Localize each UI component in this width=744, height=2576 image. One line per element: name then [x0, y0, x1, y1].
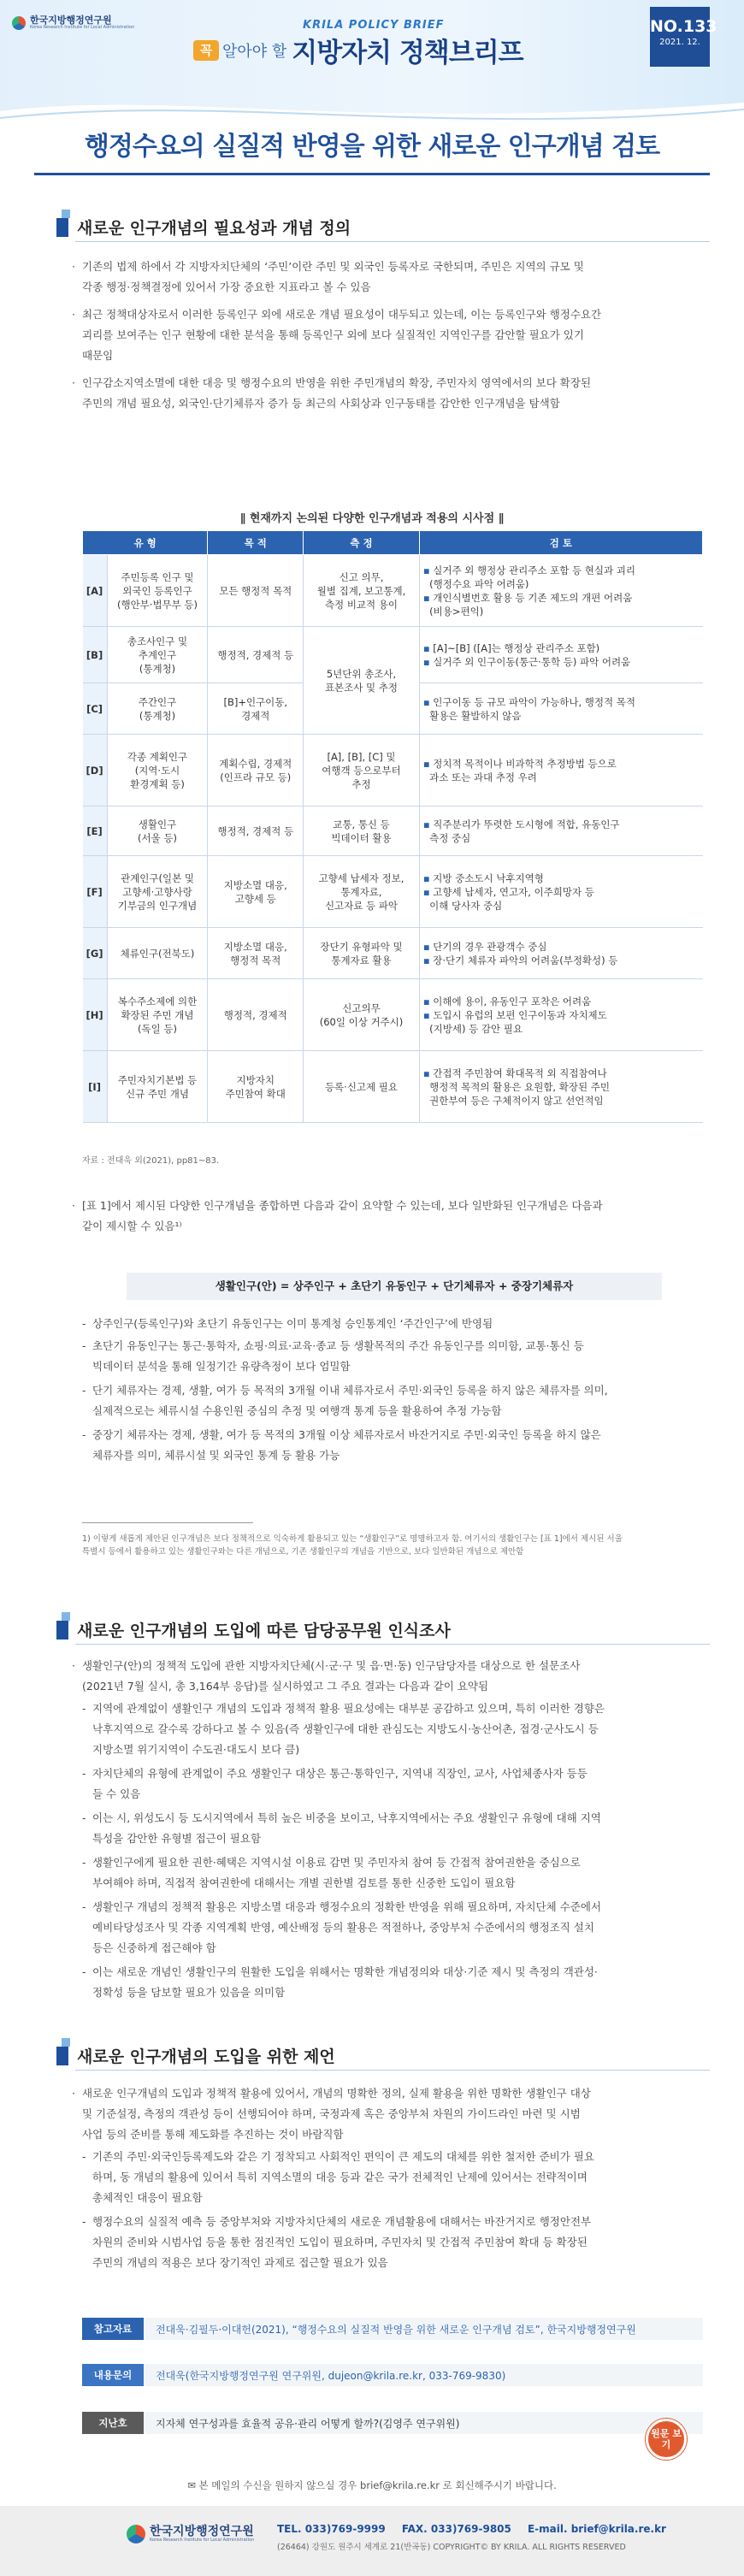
cell-type: 각종 계획인구 (지역·도시 환경계획 등) — [107, 735, 208, 806]
table-row — [83, 979, 703, 1051]
cell-review: ▪ 인구이동 등 규모 파악이 가능하나, 행정적 목적 활용은 활발하지 않음 — [419, 683, 702, 735]
contact-link[interactable]: 전대욱(한국지방행정연구원 연구위원, dujeon@krila.re.kr, 033-769-9830) — [156, 2369, 506, 2382]
header — [0, 0, 744, 137]
cell-review: ▪ 직주분리가 뚜렷한 도시형에 적합, 유동인구 측정 중심 — [419, 806, 702, 856]
table-row — [83, 856, 703, 928]
list-item: - 상주인구(등록인구)와 초단기 유동인구는 이미 통계청 승인통계인 ‘주간인구’에 반영됨 — [82, 1317, 493, 1330]
footnote-divider — [82, 1522, 253, 1523]
list-item: - 단기 체류자는 경제, 생활, 여가 등 목적의 3개월 이내 체류자로서 주민·외국인 등록을 하지 않은 체류자를 의미, 실제적으로는 체류시설 수용인원 중심의 추정 및 여행객 통계 등을 활용하여 추정 가능함 — [82, 1384, 608, 1417]
cell-purpose: [B]+인구이동, 경제적 — [208, 683, 304, 735]
cell-purpose: 모든 행정적 목적 — [208, 555, 304, 627]
header-org-name: 한국지방행정연구원 — [30, 15, 112, 26]
cell-measure: 5년단위 총조사, 표본조사 및 추정 — [304, 627, 420, 735]
row-id: [I] — [83, 1051, 108, 1123]
section-marker-icon — [56, 1621, 68, 1640]
row-id: [B] — [83, 627, 108, 683]
cell-review: ▪ 이해에 용이, 유동인구 포착은 어려움 ▪ 도입시 유럽의 보편 인구이동과 자치제도 (지방세) 등 감안 필요 — [419, 979, 702, 1051]
cell-type: 체류인구(전북도) — [107, 928, 208, 979]
row-id: [C] — [83, 683, 108, 735]
cell-type: 주민자치기본법 등 신규 주민 개념 — [107, 1051, 208, 1123]
cell-type: 관계인구(일본 및 고향세·고향사랑 기부금의 인구개념 — [107, 856, 208, 928]
previous-issue-row[interactable] — [82, 2412, 703, 2434]
paragraph: · 최근 정책대상자로서 이러한 등록인구 외에 새로운 개념 필요성이 대두되고 있는데, 이는 등록인구와 행정수요간 괴리를 보여주는 인구 현황에 대한 분석을 통해 등록인구 외에 보다 실질적인 지역인구를 감안할 필요가 있기 때문임 — [72, 308, 602, 362]
cell-review: ▪ 지방 중소도시 낙후지역형 ▪ 고향세 납세자, 연고자, 이주희망자 등 이해 당사자 중심 — [419, 856, 702, 928]
footer-org-name-en: Korea Research Institute for Local Administration — [150, 2538, 255, 2543]
brief-prefix: 알아야 할 — [222, 42, 287, 61]
cell-measure: 장단기 유형파악 및 통계자료 활용 — [304, 928, 420, 979]
footer-fax: FAX. 033)769-9805 — [401, 2523, 511, 2535]
krila-logo-icon — [12, 16, 26, 30]
reference-row[interactable] — [82, 2318, 703, 2340]
row-id: [E] — [83, 806, 108, 856]
list-item: - 이는 새로운 개념인 생활인구의 원활한 도입을 위해서는 명확한 개념정의와 대상·기준 제시 및 측정의 객관성· 정확성 등을 담보할 필요가 있음을 의미함 — [82, 1965, 598, 1999]
section-marker-icon — [56, 218, 68, 237]
cell-purpose: 계획수립, 경제적 (인프라 규모 등) — [208, 735, 304, 806]
footnote: 1) 이렇게 새롭게 제안된 인구개념은 보다 정책적으로 익숙하게 활용되고 있는 “생활인구”로 명명하고자 함. 여기서의 생활인구는 [표 1]에서 제시된 서울 특별시 등에서 활용하고 있는 생활인구와는 다른 개념으로, 기존 생활인구의 개념을 기반으로, 보다 일반화된 개념으로 제안함 — [82, 1534, 623, 1557]
row-id: [G] — [83, 928, 108, 979]
paragraph: · 생활인구(안)의 정책적 도입에 관한 지방자치단체(시·군·구 및 읍·면·동) 인구담당자를 대상으로 한 설문조사 (2021년 7월 실시, 총 3,164부 응답)를 실시하였고 그 주요 결과는 다음과 같이 요약됨 — [72, 1659, 581, 1693]
list-item: - 생활인구 개념의 정책적 활용은 지방소멸 대응과 행정수요의 정확한 반영을 위해 필요하며, 자치단체 수준에서 예비타당성조사 및 각종 지역계획 반영, 예산배정 등의 활용은 적절하나, 중앙부처 수준에서의 행정조직 설치 등은 신중하게 접근해야 함 — [82, 1900, 602, 1954]
table-source: 자료 : 전대욱 외(2021), pp81~83. — [82, 1156, 220, 1166]
list-item: - 초단기 유동인구는 통근·통학자, 쇼핑·의료·교육·종교 등 생활목적의 주간 유동인구를 의미함, 교통·통신 등 빅데이터 분석을 통해 일정기간 유량측정이 보다 엄밀함 — [82, 1339, 584, 1373]
issue-number-box — [650, 7, 717, 67]
paragraph: · [표 1]에서 제시된 다양한 인구개념을 종합하면 다음과 같이 요약할 수 있는데, 보다 일반화된 인구개념은 다음과 같이 제시할 수 있음¹⁾ — [72, 1199, 603, 1232]
footer-email[interactable]: E-mail. brief@krila.re.kr — [527, 2523, 666, 2535]
formula-box: 생활인구(안) = 상주인구 + 초단기 유동인구 + 단기체류자 + 중장기체류자 — [127, 1273, 662, 1300]
cell-measure: [A], [B], [C] 및 여행객 등으로부터 추정 — [304, 735, 420, 806]
column-header: 목 적 — [208, 531, 304, 555]
mail-icon: ✉ — [187, 2479, 196, 2491]
row-id: [F] — [83, 856, 108, 928]
list-item: - 생활인구에게 필요한 권한·혜택은 지역시설 이용료 감면 및 주민자치 참여 등 간접적 참여권한을 중심으로 부여해야 하며, 직접적 참여권한에 대해서는 개별 권한별 검토를 통한 신중한 도입이 필요함 — [82, 1856, 581, 1889]
cell-review: ▪ 간접적 주민참여 확대목적 외 직접참여나 행정적 목적의 활용은 요원함, 확장된 주민 권한부여 등은 구체적이지 않고 선언적임 — [419, 1051, 702, 1123]
brief-badge: 꼭 — [193, 40, 219, 61]
brief-title — [193, 31, 523, 69]
section-marker-icon — [56, 2047, 68, 2065]
contact-row[interactable] — [82, 2364, 703, 2386]
list-item: - 기존의 주민·외국인등록제도와 같은 기 정착되고 사회적인 편익이 큰 제도의 대체를 위한 철저한 준비가 필요 하며, 동 개념의 활용에 있어서 특히 지역소멸의 대응 등과 같은 국가 전체적인 난제에 있어서는 전략적이며 총체적인 대응이 필요함 — [82, 2150, 594, 2204]
section-divider — [75, 1644, 710, 1645]
section-divider — [75, 2070, 710, 2071]
table-caption: ∥ 현재까지 논의된 다양한 인구개념과 적용의 시사점 ∥ — [239, 512, 505, 525]
footer-tel: TEL. 033)769-9999 — [277, 2523, 386, 2535]
cell-purpose: 행정적, 경제적 등 — [208, 806, 304, 856]
table-row — [83, 555, 703, 627]
cell-measure: 신고 의무, 월별 집계, 보고통계, 측정 비교적 용이 — [304, 555, 420, 627]
section-1-heading — [56, 216, 351, 239]
previous-issue-tag: 지난호 — [82, 2412, 144, 2434]
cell-measure: 신고의무 (60일 이상 거주시) — [304, 979, 420, 1051]
cell-measure: 등록·신고제 필요 — [304, 1051, 420, 1123]
cell-purpose: 지방소멸 대응, 행정적 목적 — [208, 928, 304, 979]
cell-type: 복수주소제에 의한 확장된 주민 개념 (독일 등) — [107, 979, 208, 1051]
krila-logo-icon — [127, 2525, 145, 2544]
cell-measure: 고향세 납세자 정보, 통계자료, 신고자료 등 파악 — [304, 856, 420, 928]
section-title: 새로운 인구개념의 필요성과 개념 정의 — [77, 219, 351, 238]
column-header: 검 토 — [419, 531, 702, 555]
cell-purpose: 지방소멸 대응, 고향세 등 — [208, 856, 304, 928]
cell-type: 생활인구 (서울 등) — [107, 806, 208, 856]
list-item: - 이는 시, 위성도시 등 도시지역에서 특히 높은 비중을 보이고, 낙후지역에서는 주요 생활인구 유형에 대해 지역 특성을 감안한 유형별 접근이 필요함 — [82, 1811, 601, 1845]
table-header-row — [83, 531, 703, 555]
cell-review: ▪ 실거주 외 행정상 관리주소 포함 등 현실과 괴리 (행정수요 파악 어려움) ▪ 개인식별번호 활용 등 기존 제도의 개편 어려움 (비용>편익) — [419, 555, 702, 627]
reference-link[interactable]: 전대욱·김필두·이대헌(2021), “행정수요의 실질적 반영을 위한 새로운 인구개념 검토”, 한국지방행정연구원 — [156, 2323, 636, 2336]
row-id: [H] — [83, 979, 108, 1051]
cell-purpose: 행정적, 경제적 등 — [208, 627, 304, 683]
footer-contact — [277, 2523, 666, 2535]
table-row — [83, 928, 703, 979]
view-original-button[interactable]: 원문 보기 — [646, 2419, 687, 2460]
section-title: 새로운 인구개념의 도입을 위한 제언 — [77, 2047, 335, 2066]
list-item: - 행정수요의 실질적 예측 등 중앙부처와 지방자치단체의 새로운 개념활용에 대해서는 바잔거지로 행정안전부 차원의 준비와 시범사업 등을 통한 점진적인 도입이 필요하며, 주민자치 및 간접적 주민참여 확대 등 확장된 주민의 개념의 적용은 보다 장기적인 과제로 접근할 필요가 있음 — [82, 2215, 592, 2269]
section-2-heading — [56, 1618, 451, 1641]
footer-logo[interactable] — [127, 2525, 254, 2544]
contact-tag: 내용문의 — [82, 2364, 144, 2386]
cell-type: 총조사인구 및 추계인구 (통계청) — [107, 627, 208, 683]
footer — [0, 2506, 744, 2576]
cell-type: 주간인구 (통계청) — [107, 683, 208, 735]
table-row — [83, 627, 703, 683]
reference-tag: 참고자료 — [82, 2318, 144, 2340]
list-item: - 중장기 체류자는 경제, 생활, 여가 등 목적의 3개월 이상 체류자로서 바잔거지로 주민·외국인 등록을 하지 않은 체류자를 의미, 체류시설 및 외국인 통계 등 활용 가능 — [82, 1428, 601, 1462]
footer-address: (26464) 강원도 원주시 세계로 21(반곡동) COPYRIGHT© BY KRILA. ALL RIGHTS RESERVED — [277, 2543, 626, 2552]
population-concept-table — [82, 530, 703, 1123]
page-title: 행정수요의 실질적 반영을 위한 새로운 인구개념 검토 — [84, 132, 660, 162]
table-row — [83, 735, 703, 806]
table-row — [83, 1051, 703, 1123]
header-logo[interactable] — [12, 15, 134, 30]
table-row — [83, 806, 703, 856]
paragraph: · 인구감소지역소멸에 대한 대응 및 행정수요의 반영을 위한 주민개념의 확장, 주민자치 영역에서의 보다 확장된 주민의 개념 필요성, 외국인·단기체류자 증가 등 최근의 사회상과 인구동태를 감안한 인구개념을 탐색함 — [72, 376, 592, 410]
brief-english-title: KRILA POLICY BRIEF — [303, 19, 445, 32]
cell-measure: 교통, 통신 등 빅데이터 활용 — [304, 806, 420, 856]
cell-purpose: 행정적, 경제적 — [208, 979, 304, 1051]
footer-org-name: 한국지방행정연구원 — [150, 2525, 254, 2538]
section-divider — [75, 241, 710, 242]
title-divider — [34, 173, 710, 175]
brief-main-title: 지방자치 정책브리프 — [292, 38, 523, 68]
issue-date: 2021. 12. — [659, 38, 700, 47]
paragraph: · 기존의 법제 하에서 각 지방자치단체의 ‘주민’이란 주민 및 외국인 등록자로 국한되며, 주민은 지역의 규모 및 각종 행정·정책결정에 있어서 가장 중요한 지표라고 볼 수 있음 — [72, 260, 584, 293]
paragraph: · 새로운 인구개념의 도입과 정책적 활용에 있어서, 개념의 명확한 정의, 실제 활용을 위한 명확한 생활인구 대상 및 기준설정, 측정의 객관성 등이 선행되어야 하며, 국정과제 혹은 중앙부처 차원의 가이드라인 마련 및 시범 사업 등의 준비를 통해 제도화를 추진하는 것이 바람직함 — [72, 2087, 591, 2141]
cell-review: ▪ 정치적 목적이나 비과학적 추정방법 등으로 과소 또는 과대 추정 우려 — [419, 735, 702, 806]
list-item: - 자치단체의 유형에 관계없이 주요 생활인구 대상은 통근·통학인구, 지역내 직장인, 교사, 사업체종사자 등등 들 수 있음 — [82, 1767, 588, 1800]
cell-review: ▪ 단기의 경우 관광객수 중심 ▪ 장·단기 체류자 파악의 어려움(부정확성) 등 — [419, 928, 702, 979]
list-item: - 지역에 관계없이 생활인구 개념의 도입과 정책적 활용 필요성에는 대부분 공감하고 있으며, 특히 이러한 경향은 낙후지역으로 갈수록 강하다고 볼 수 있음(즉 생활인구에 대한 관심도는 지방도시·농산어촌, 접경·군사도시 등 지방소멸 위기지역이 수도권·대도시 보다 큼) — [82, 1702, 605, 1756]
issue-number: NO.133 — [650, 17, 717, 36]
section-title: 새로운 인구개념의 도입에 따른 담당공무원 인식조사 — [77, 1622, 451, 1640]
header-org-name-en: Korea Research Institute for Local Administration — [30, 25, 135, 30]
section-3-heading — [56, 2044, 335, 2067]
column-header: 측 정 — [304, 531, 420, 555]
unsubscribe-note: ✉ 본 메일의 수신을 원하지 않으실 경우 brief@krila.re.kr 로 회신해주시기 바랍니다. — [187, 2479, 557, 2491]
row-id: [D] — [83, 735, 108, 806]
previous-issue-link[interactable]: 지자체 연구성과를 효율적 공유·관리 어떻게 할까?(김영주 연구위원) — [156, 2417, 460, 2430]
row-id: [A] — [83, 555, 108, 627]
column-header: 유 형 — [83, 531, 208, 555]
cell-review: ▪ [A]~[B] ([A]는 행정상 관리주소 포함) ▪ 실거주 외 인구이동(통근·통학 등) 파악 어려움 — [419, 627, 702, 683]
cell-type: 주민등록 인구 및 외국인 등록인구 (행안부·법무부 등) — [107, 555, 208, 627]
cell-purpose: 지방자치 주민참여 확대 — [208, 1051, 304, 1123]
